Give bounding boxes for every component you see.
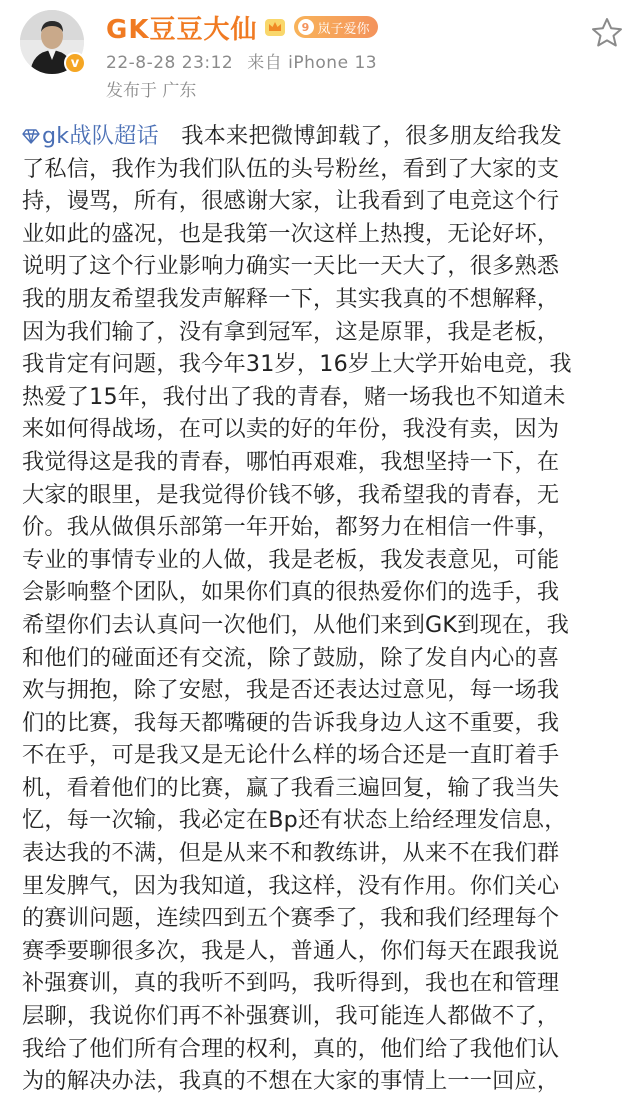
content-line: 忆，每一次输，我必定在Bp还有状态上给经理发信息， xyxy=(22,807,567,834)
content-line: 我给了他们所有合理的权利，真的，他们给了我他们认 xyxy=(22,1035,560,1062)
content-line: 里发脾气，因为我知道，我这样，没有作用。你们关心 xyxy=(22,872,560,899)
topic-label: gk战队超话 xyxy=(42,123,159,149)
post-header xyxy=(0,0,641,110)
content-line: 机，看着他们的比赛，赢了我看三遍回复，输了我当失 xyxy=(22,774,560,801)
fan-badge-level: 9 xyxy=(298,19,314,35)
fan-badge-label: 岚子爱你 xyxy=(317,21,370,37)
content-line: 大家的眼里，是我觉得价钱不够，我希望我的青春，无 xyxy=(22,481,560,508)
content-line: 来如何得战场，在可以卖的好的年份，我没有卖，因为 xyxy=(22,416,560,443)
post-timestamp: 22-8-28 23:12 xyxy=(106,53,234,73)
verified-badge-icon: v xyxy=(64,52,86,74)
content-line: 我的朋友希望我发声解释一下，其实我真的不想解释， xyxy=(22,285,560,312)
content-line: 们的比赛，我每天都嘴硬的告诉我身边人这不重要，我 xyxy=(22,709,560,736)
author-name[interactable]: GK豆豆大仙 xyxy=(106,14,258,45)
content-line: 不在乎，可是我又是无论什么样的场合还是一直盯着手 xyxy=(22,742,560,769)
star-outline-icon[interactable] xyxy=(590,16,624,50)
post-content xyxy=(22,120,622,1098)
content-line: 说明了这个行业影响力确实一天比一天大了，很多熟悉 xyxy=(22,253,560,280)
content-line: 持，谩骂，所有，很感谢大家，让我看到了电竞这个行 xyxy=(22,188,560,215)
content-line: 和他们的碰面还有交流，除了鼓励，除了发自内心的喜 xyxy=(22,644,560,671)
post-location: 发布于 广东 xyxy=(106,81,197,101)
content-line: 表达我的不满，但是从来不和教练讲，从来不在我们群 xyxy=(22,840,560,867)
content-line: 欢与拥抱，除了安慰，我是否还表达过意见，每一场我 xyxy=(22,677,560,704)
content-line: 我觉得这是我的青春，哪怕再艰难，我想坚持一下，在 xyxy=(22,448,560,475)
content-line: 业如此的盛况，也是我第一次这样上热搜，无论好坏， xyxy=(22,220,560,247)
content-line: 补强赛训，真的我听不到吗，我听得到，我也在和管理 xyxy=(22,970,560,997)
content-line: 价。我从做俱乐部第一年开始，都努力在相信一件事， xyxy=(22,514,560,541)
content-line: 会影响整个团队，如果你们真的很热爱你们的选手，我 xyxy=(22,579,560,606)
content-line: 为的解决办法，我真的不想在大家的事情上一一回应， xyxy=(22,1068,560,1095)
content-line: 的赛训问题，连续四到五个赛季了，我和我们经理每个 xyxy=(22,905,560,932)
content-line: 了私信，我作为我们队伍的头号粉丝，看到了大家的支 xyxy=(22,155,560,182)
post-meta xyxy=(106,48,377,73)
content-line: 专业的事情专业的人做，我是老板，我发表意见，可能 xyxy=(22,546,560,573)
topic-link[interactable] xyxy=(22,123,159,149)
content-line: 赛季要聊很多次，我是人，普通人，你们每天在跟我说 xyxy=(22,937,560,964)
content-line-first xyxy=(22,120,622,153)
content-line: 热爱了15年，我付出了我的青春，赌一场我也不知道未 xyxy=(22,383,566,410)
crown-icon xyxy=(264,16,286,38)
content-line: 我本来把微博卸载了，很多朋友给我发 xyxy=(181,123,562,149)
fan-badge[interactable] xyxy=(294,16,378,38)
content-line: 我肯定有问题，我今年31岁，16岁上大学开始电竞，我 xyxy=(22,351,572,378)
author-row xyxy=(106,10,378,44)
content-line: 因为我们输了，没有拿到冠军，这是原罪，我是老板， xyxy=(22,318,560,345)
post-source: 来自 iPhone 13 xyxy=(247,53,378,73)
content-line: 层聊，我说你们再不补强赛训，我可能连人都做不了， xyxy=(22,1003,560,1030)
diamond-icon xyxy=(22,127,40,145)
content-line: 希望你们去认真问一次他们，从他们来到GK到现在，我 xyxy=(22,611,570,638)
